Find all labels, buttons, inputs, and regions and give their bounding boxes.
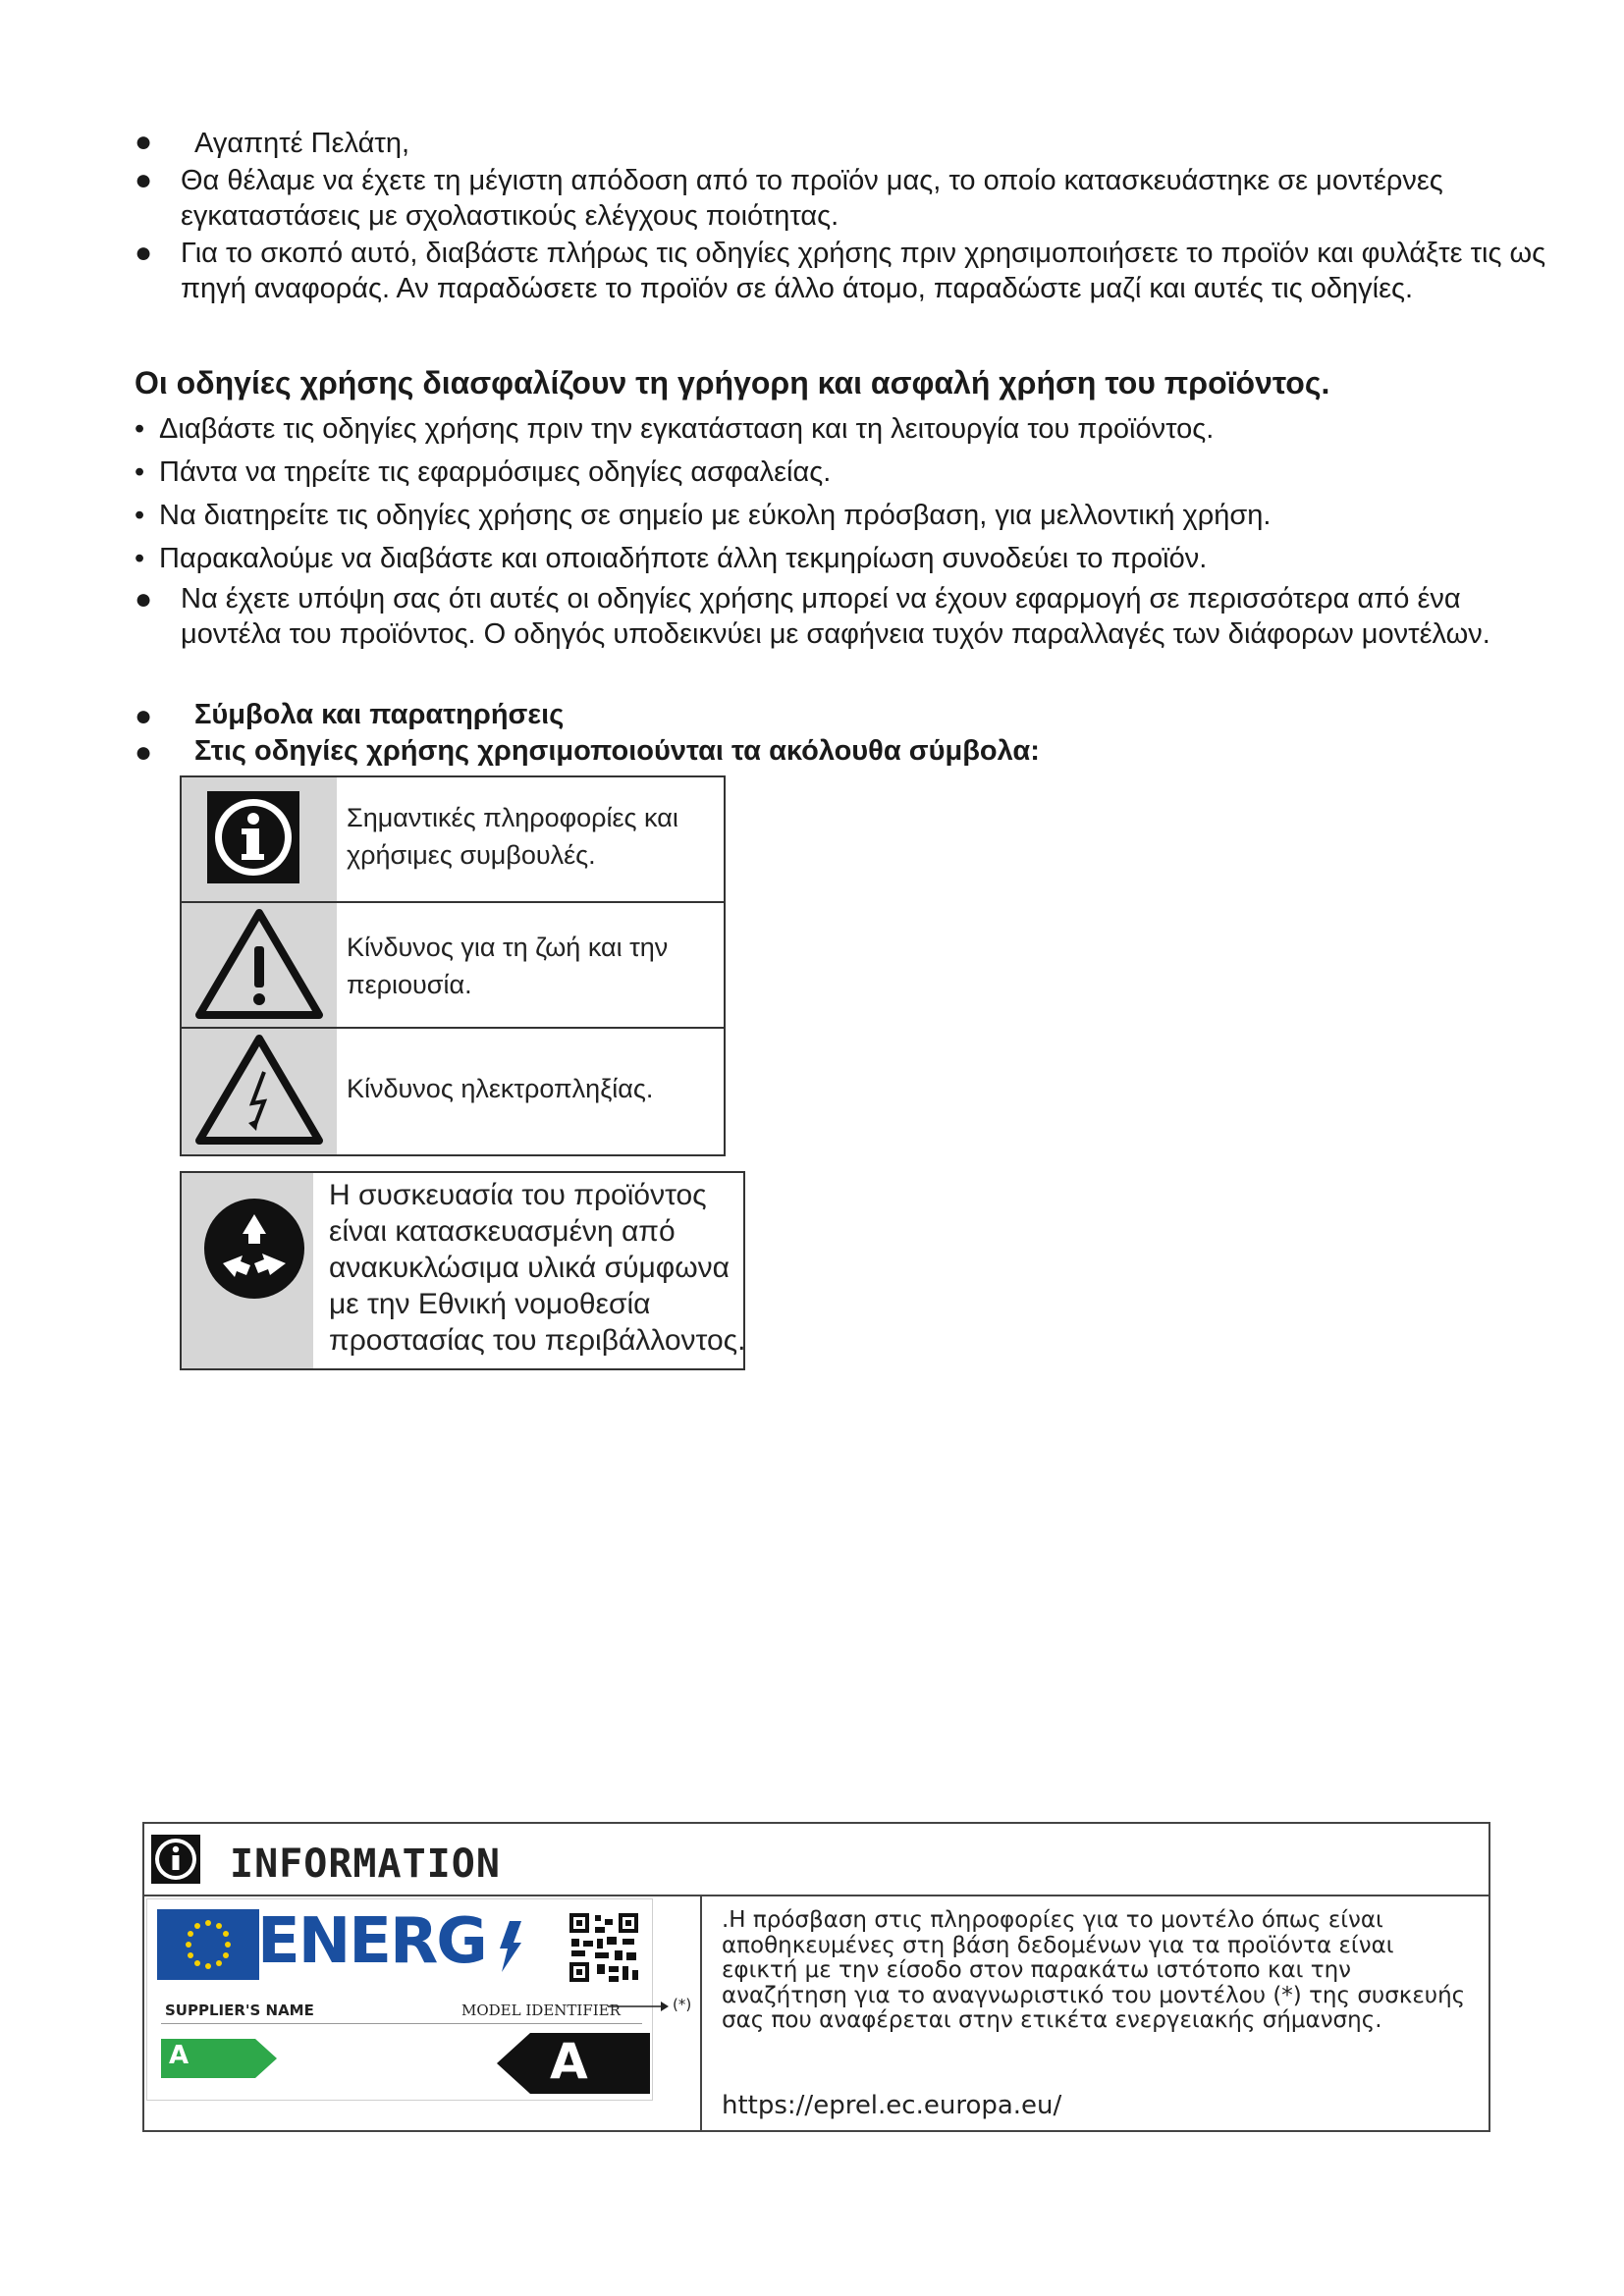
information-divider bbox=[700, 1896, 702, 2132]
info-icon bbox=[150, 1834, 201, 1885]
bullet-dot: ● bbox=[135, 126, 153, 158]
symbol-desc: Κίνδυνος ηλεκτροπληξίας. bbox=[347, 1074, 654, 1103]
intro-line: πηγή αναφοράς. Αν παραδώσετε το προϊόν σε άλλο άτομο, παραδώστε μαζί και αυτές τις οδηγίες. bbox=[181, 273, 1414, 304]
bullet-dot: ● bbox=[135, 237, 153, 269]
bullet-dot: ● bbox=[135, 700, 153, 732]
energy-class-big: A bbox=[550, 2033, 588, 2090]
greeting-text: Αγαπητέ Πελάτη, bbox=[194, 128, 410, 159]
intro-line: εγκαταστάσεις με σχολαστικούς ελέγχους ποιότητας. bbox=[181, 200, 839, 232]
information-header bbox=[144, 1824, 1489, 1896]
guide-note: μοντέλα του προϊόντος. Ο οδηγός υποδεικνύει με σαφήνεια τυχόν παραλλαγές των διάφορων μοντέλων. bbox=[181, 618, 1490, 650]
energy-class-small: A bbox=[169, 2041, 189, 2070]
guide-heading: Οι οδηγίες χρήσης διασφαλίζουν τη γρήγορη και ασφαλή χρήση του προϊόντος. bbox=[135, 365, 1330, 400]
info-icon bbox=[182, 777, 337, 901]
arrow-icon bbox=[608, 2001, 669, 2012]
bullet-dot: ● bbox=[135, 583, 153, 615]
information-title: INFORMATION bbox=[230, 1842, 501, 1887]
bullet-dot: ● bbox=[135, 736, 153, 769]
symbol-desc: χρήσιμες συμβουλές. bbox=[347, 840, 596, 870]
recycle-text: προστασίας του περιβάλλοντος. bbox=[329, 1324, 746, 1357]
guide-item: Πάντα να τηρείτε τις εφαρμόσιμες οδηγίες ασφαλείας. bbox=[159, 456, 832, 488]
symbol-row-warning bbox=[182, 903, 724, 1029]
energ-logo-text: ENERG bbox=[257, 1905, 486, 1978]
guide-note: Να έχετε υπόψη σας ότι αυτές οι οδηγίες χρήσης μπορεί να έχουν εφαρμογή σε περισσότερα από ένα bbox=[181, 583, 1461, 614]
guide-item: Διαβάστε τις οδηγίες χρήσης πριν την εγκατάσταση και τη λειτουργία του προϊόντος. bbox=[159, 413, 1215, 445]
model-identifier-label: MODEL IDENTIFIER bbox=[461, 2002, 621, 2019]
small-bullet: • bbox=[135, 456, 145, 488]
recycle-text: Η συσκευασία του προϊόντος bbox=[329, 1179, 707, 1211]
electric-shock-icon bbox=[182, 1029, 337, 1152]
symbol-desc: Κίνδυνος για τη ζωή και την bbox=[347, 933, 669, 962]
intro-line: Για το σκοπό αυτό, διαβάστε πλήρως τις οδηγίες χρήσης πριν χρησιμοποιήσετε το προϊόν και φυλάξτε τις ως bbox=[181, 238, 1546, 269]
information-box bbox=[142, 1822, 1490, 2132]
eprel-link[interactable]: https://eprel.ec.europa.eu/ bbox=[722, 2091, 1062, 2120]
intro-line: Θα θέλαμε να έχετε τη μέγιστη απόδοση από το προϊόν μας, το οποίο κατασκευάστηκε σε μοντέρνες bbox=[181, 165, 1443, 196]
symbol-row-electric bbox=[182, 1029, 724, 1154]
model-ref-marker: (*) bbox=[673, 1996, 692, 2013]
recycle-text: ανακυκλώσιμα υλικά σύμφωνα bbox=[329, 1252, 731, 1284]
information-text: .Η πρόσβαση στις πληροφορίες για το μοντέλο όπως είναι αποθηκευμένες στη βάση δεδομένων για τα προϊόντα είναι εφικτή με την είσοδο στον παρακάτω ιστότοπο και την αναζήτηση για το αναγνωριστικό του μοντέλου (*) της συσκευής σας που αναφέρεται στην ετικέτα ενεργειακής σήμανσης. bbox=[722, 1907, 1466, 2033]
guide-item: Να διατηρείτε τις οδηγίες χρήσης σε σημείο με εύκολη πρόσβαση, για μελλοντική χρήση. bbox=[159, 500, 1272, 531]
symbols-heading: Σύμβολα και παρατηρήσεις bbox=[194, 699, 565, 730]
qr-code-icon bbox=[568, 1911, 640, 1984]
symbol-desc: περιουσία. bbox=[347, 970, 472, 999]
eu-flag-icon bbox=[157, 1909, 259, 1980]
small-bullet: • bbox=[135, 543, 145, 574]
energy-label bbox=[146, 1898, 653, 2101]
symbols-table bbox=[180, 775, 726, 1156]
symbols-subheading: Στις οδηγίες χρήσης χρησιμοποιούνται τα ακόλουθα σύμβολα: bbox=[194, 735, 1040, 767]
warning-icon bbox=[182, 903, 337, 1027]
bullet-dot: ● bbox=[135, 164, 153, 196]
small-bullet: • bbox=[135, 500, 145, 531]
recycle-text: με την Εθνική νομοθεσία bbox=[329, 1288, 651, 1320]
symbol-row-info bbox=[182, 777, 724, 903]
small-bullet: • bbox=[135, 413, 145, 445]
recycle-icon bbox=[182, 1173, 313, 1368]
supplier-name-label: SUPPLIER'S NAME bbox=[165, 2002, 314, 2019]
recycle-text: είναι κατασκευασμένη από bbox=[329, 1215, 676, 1248]
recycle-box bbox=[180, 1171, 745, 1370]
lightning-icon bbox=[496, 1919, 523, 1974]
symbol-desc: Σημαντικές πληροφορίες και bbox=[347, 803, 678, 832]
label-divider bbox=[161, 2023, 642, 2024]
guide-item: Παρακαλούμε να διαβάστε και οποιαδήποτε άλλη τεκμηρίωση συνοδεύει το προϊόν. bbox=[159, 543, 1208, 574]
